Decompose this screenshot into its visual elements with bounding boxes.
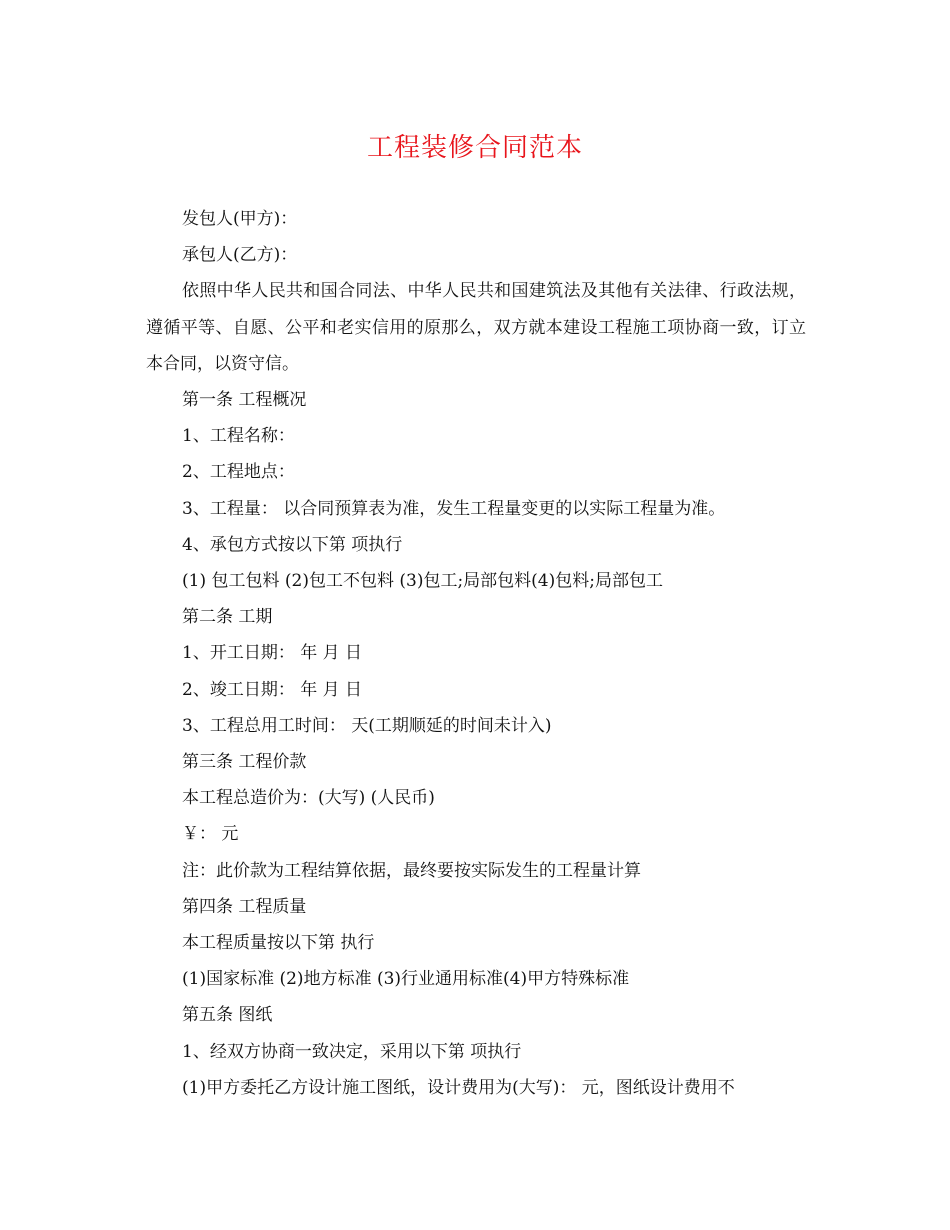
paragraph-project-name: 1、工程名称： <box>182 426 295 447</box>
paragraph-party-b: 承包人(乙方)： <box>182 245 298 266</box>
heading-article-2: 第二条 工期 <box>182 607 273 628</box>
paragraph-contract-method: 4、承包方式按以下第 项执行 <box>182 534 403 555</box>
paragraph-drawings-design-fee: (1)甲方委托乙方设计施工图纸，设计费用为(大写)： 元，图纸设计费用不 <box>182 1077 735 1098</box>
paragraph-preamble: 依照中华人民共和国合同法、中华人民共和国建筑法及其他有关法律、行政法规，遵循平等、自愿、公平和老实信用的原那么，双方就本建设工程施工项协商一致，订立本合同，以资守信。 <box>146 281 806 374</box>
heading-article-4: 第四条 工程质量 <box>182 896 307 917</box>
paragraph-price-yuan: ￥： 元 <box>182 824 239 845</box>
paragraph-start-date: 1、开工日期： 年 月 日 <box>182 643 363 664</box>
heading-article-1: 第一条 工程概况 <box>182 390 307 411</box>
paragraph-project-quantity: 3、工程量： 以合同预算表为准，发生工程量变更的以实际工程量为准。 <box>182 498 726 519</box>
paragraph-contract-options: (1) 包工包料 (2)包工不包料 (3)包工;局部包料(4)包料;局部包工 <box>182 571 663 592</box>
heading-article-3: 第三条 工程价款 <box>182 752 307 773</box>
paragraph-price-note: 注：此价款为工程结算依据，最终要按实际发生的工程量计算 <box>182 860 641 881</box>
document-title: 工程装修合同范本 <box>366 133 583 163</box>
paragraph-total-price: 本工程总造价为：(大写) (人民币) <box>182 788 435 809</box>
document-body <box>146 201 806 1106</box>
paragraph-party-a: 发包人(甲方)： <box>182 209 298 229</box>
paragraph-quality-standard: 本工程质量按以下第 执行 <box>182 933 375 954</box>
paragraph-total-duration: 3、工程总用工时间： 天(工期顺延的时间未计入) <box>182 715 552 736</box>
paragraph-quality-options: (1)国家标准 (2)地方标准 (3)行业通用标准(4)甲方特殊标准 <box>182 969 630 990</box>
paragraph-drawings-agreement: 1、经双方协商一致决定，采用以下第 项执行 <box>182 1041 522 1062</box>
heading-article-5: 第五条 图纸 <box>182 1005 273 1026</box>
paragraph-completion-date: 2、竣工日期： 年 月 日 <box>182 679 363 700</box>
paragraph-project-location: 2、工程地点： <box>182 462 295 483</box>
